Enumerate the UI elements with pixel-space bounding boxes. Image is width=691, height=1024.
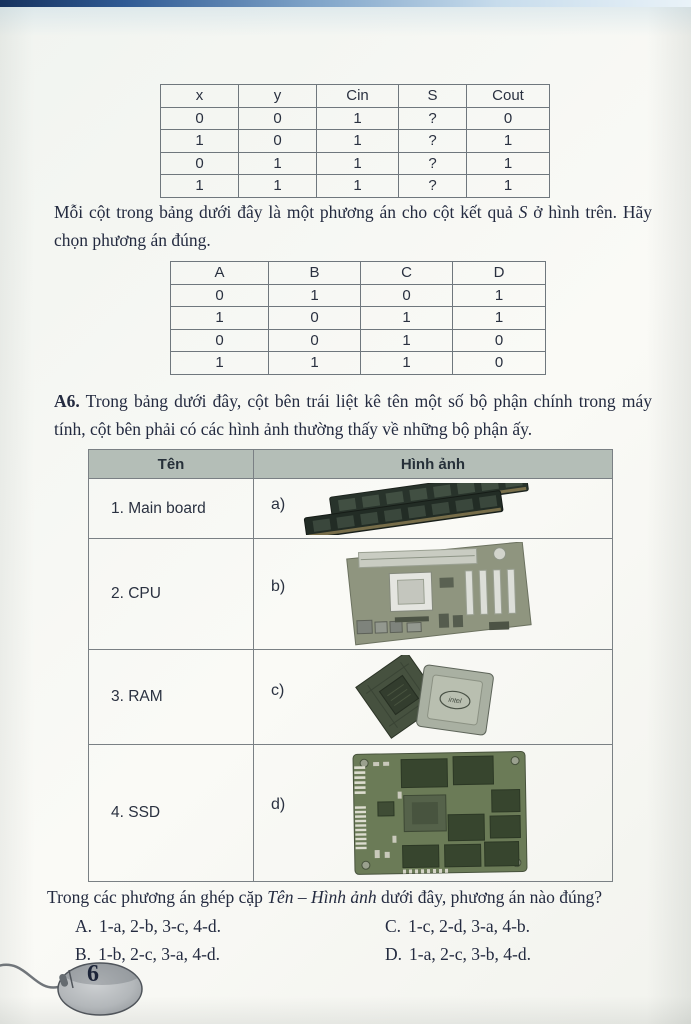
instruction-text-before: Mỗi cột trong bảng dưới đây là một phương án cho cột kết quả [54, 202, 519, 222]
part-name: 1. Main board [89, 479, 254, 539]
choice-b-text: 1-b, 2-c, 3-a, 4-d. [98, 944, 221, 964]
truth-header-row [161, 85, 550, 108]
cell: ? [399, 175, 467, 198]
choice-c-text: 1-c, 2-d, 3-a, 4-b. [408, 916, 531, 936]
table-row [161, 175, 550, 198]
truth-header-cout: Cout [467, 85, 550, 108]
cell: 1 [269, 284, 361, 307]
options-header-a: A [171, 262, 269, 285]
table-row [161, 107, 550, 130]
match-header-row [89, 450, 613, 479]
cell: 0 [453, 329, 546, 352]
cell: 1 [171, 352, 269, 375]
cell: 1 [239, 175, 317, 198]
cell: ? [399, 152, 467, 175]
full-adder-truth-table [160, 84, 550, 198]
page-number: 6 [87, 961, 99, 987]
variable-s: S [518, 202, 528, 222]
parts-match-table [88, 449, 613, 882]
motherboard-photo [338, 542, 533, 646]
truth-header-x: x [161, 85, 239, 108]
cell: 1 [317, 152, 399, 175]
mouse-icon [0, 950, 170, 1022]
image-letter-label: d) [271, 795, 286, 813]
cell: 1 [453, 284, 546, 307]
cell: 1 [467, 175, 550, 198]
image-letter-label: c) [271, 682, 285, 700]
choice-d-label: D. [385, 944, 403, 964]
cell: 1 [361, 352, 453, 375]
match-header-image: Hình ảnh [254, 450, 613, 479]
match-row-cpu [89, 539, 613, 650]
table-row [171, 329, 546, 352]
instruction-paragraph [54, 199, 652, 254]
choice-c [385, 916, 635, 937]
s-column-options-table [170, 261, 546, 375]
cell: 1 [361, 307, 453, 330]
ssd-circuit-board-photo [340, 749, 532, 877]
part-name: 4. SSD [89, 745, 254, 882]
match-row-ram [89, 650, 613, 745]
intel-logo-text: intel [448, 696, 462, 706]
truth-header-cin: Cin [317, 85, 399, 108]
cell: 0 [269, 329, 361, 352]
match-question-after: dưới đây, phương án nào đúng? [376, 887, 603, 907]
cell: 1 [317, 130, 399, 153]
match-row-ssd [89, 745, 613, 882]
page-top-scan-edge [0, 0, 691, 7]
match-header-name: Tên [89, 450, 254, 479]
cell: 1 [317, 175, 399, 198]
choice-a [75, 916, 385, 937]
cell: 0 [467, 107, 550, 130]
match-question-paragraph [47, 884, 662, 912]
part-image-cell [254, 650, 613, 745]
cell: 1 [161, 175, 239, 198]
cell: 1 [467, 152, 550, 175]
cell: 1 [361, 329, 453, 352]
choice-d [385, 944, 635, 965]
part-name: 2. CPU [89, 539, 254, 650]
page-footer-mouse [0, 950, 170, 1022]
cell: 1 [239, 152, 317, 175]
cell: 1 [467, 130, 550, 153]
cell: 0 [171, 329, 269, 352]
choice-a-text: 1-a, 2-b, 3-c, 4-d. [99, 916, 221, 936]
cell: 0 [361, 284, 453, 307]
cell: ? [399, 130, 467, 153]
part-image-cell [254, 539, 613, 650]
choice-d-text: 1-a, 2-c, 3-b, 4-d. [409, 944, 531, 964]
truth-header-s: S [399, 85, 467, 108]
choice-b-label: B. [75, 944, 92, 964]
table-row [171, 352, 546, 375]
cell: 0 [239, 130, 317, 153]
image-letter-label: b) [271, 578, 286, 596]
cell: 1 [453, 307, 546, 330]
options-header-c: C [361, 262, 453, 285]
table-row [161, 130, 550, 153]
cell: 0 [269, 307, 361, 330]
choice-c-label: C. [385, 916, 402, 936]
part-image-cell [254, 745, 613, 882]
table-row [161, 152, 550, 175]
cell: 1 [269, 352, 361, 375]
cell: 0 [171, 284, 269, 307]
part-name: 3. RAM [89, 650, 254, 745]
ram-modules-photo [302, 483, 537, 535]
options-header-b: B [269, 262, 361, 285]
cell: ? [399, 107, 467, 130]
choice-a-label: A. [75, 916, 93, 936]
question-a6-number: A6. [54, 391, 80, 411]
match-question-before: Trong các phương án ghép cặp [47, 887, 268, 907]
instruction-text-after: ở hình trên. Hãy chọn phương án đúng. [54, 202, 652, 250]
cell: 1 [317, 107, 399, 130]
options-header-d: D [453, 262, 546, 285]
cell: 1 [161, 130, 239, 153]
table-row [171, 284, 546, 307]
cell: 0 [161, 107, 239, 130]
table-row [171, 307, 546, 330]
cpu-chips-photo [352, 655, 504, 739]
question-a6-paragraph [54, 388, 652, 443]
match-row-mainboard [89, 479, 613, 539]
image-letter-label: a) [271, 495, 286, 513]
cell: 0 [239, 107, 317, 130]
truth-header-y: y [239, 85, 317, 108]
cell: 1 [171, 307, 269, 330]
question-a6-text: Trong bảng dưới đây, cột bên trái liệt kê tên một số bộ phận chính trong máy tính, cột bên phải có các hình ảnh thường thấy về những bộ phận ấy. [54, 391, 652, 439]
cell: 0 [453, 352, 546, 375]
cell: 0 [161, 152, 239, 175]
match-question-italic: Tên – Hình ảnh [267, 887, 377, 907]
part-image-cell [254, 479, 613, 539]
options-header-row [171, 262, 546, 285]
